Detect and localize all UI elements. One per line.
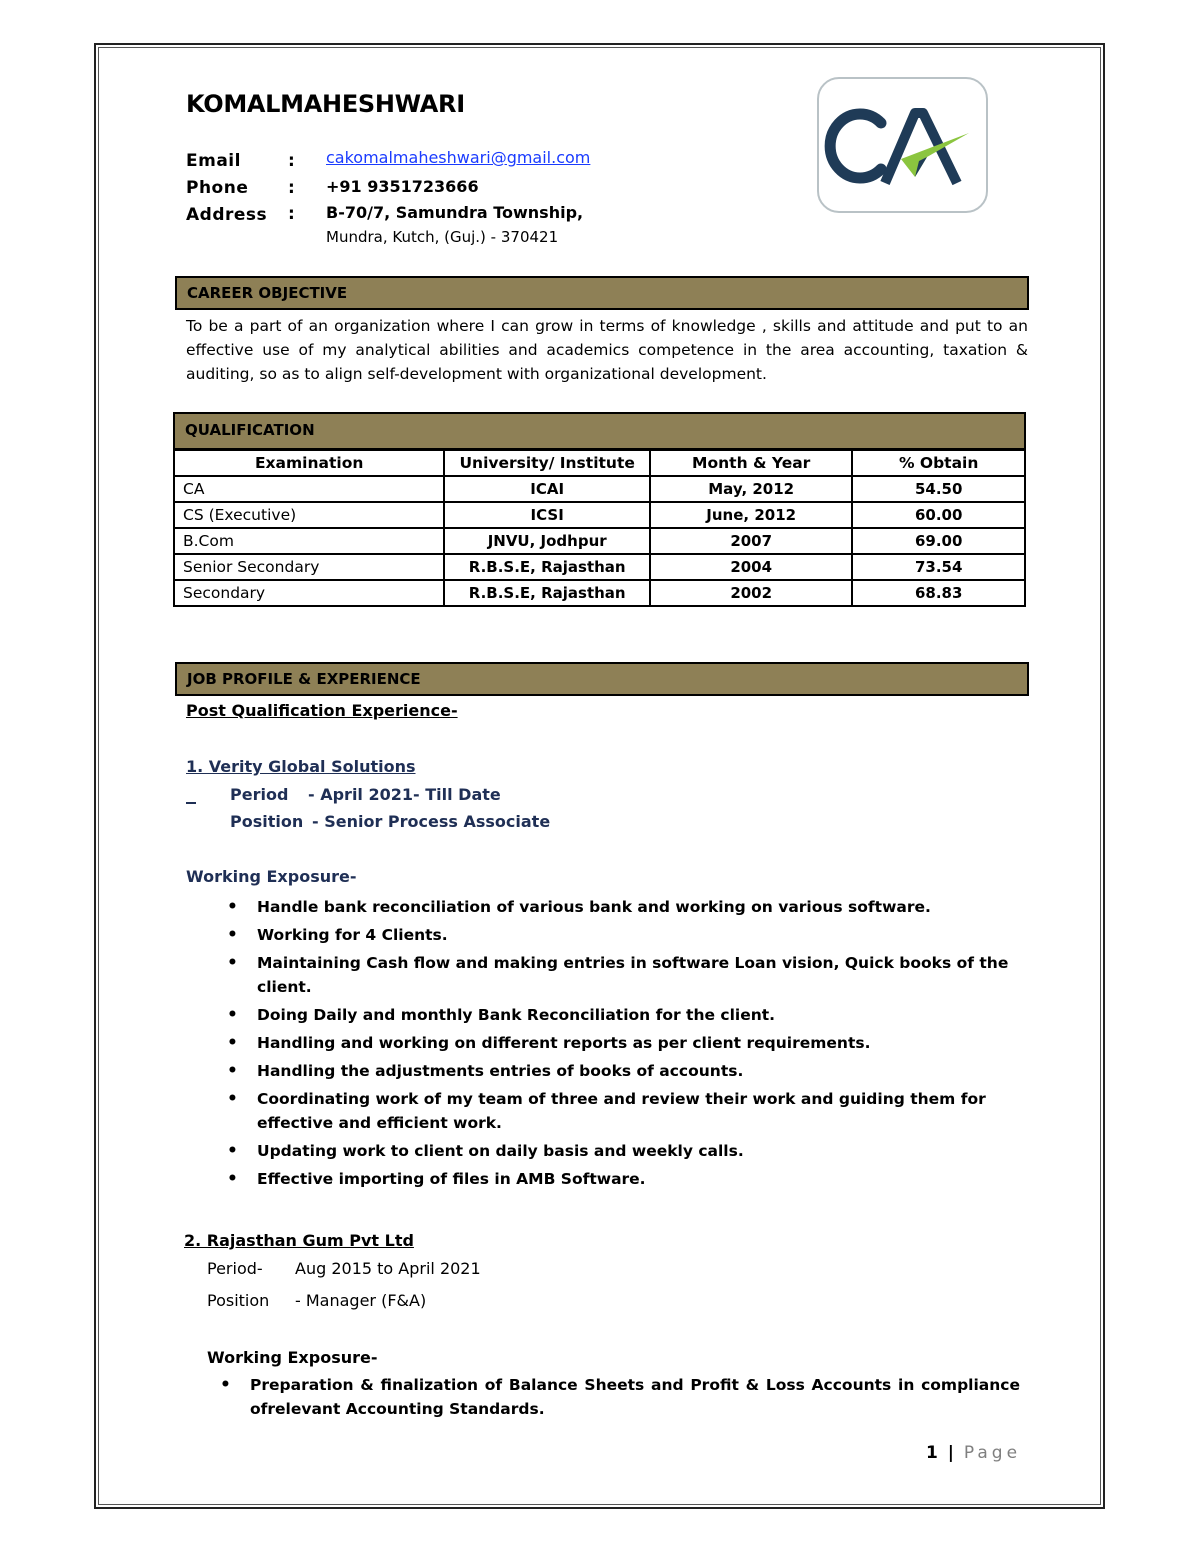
phone-colon: :	[288, 178, 295, 198]
list-item: • Handle bank reconciliation of various bank and working on various software.	[257, 895, 1047, 919]
email-link[interactable]: cakomalmaheshwari@gmail.com	[326, 148, 591, 167]
job-profile-heading: JOB PROFILE & EXPERIENCE	[175, 662, 1029, 696]
percent-cell: 68.83	[852, 580, 1025, 606]
job2-period-value: Aug 2015 to April 2021	[295, 1259, 481, 1278]
job1-exposure-title: Working Exposure-	[186, 867, 357, 886]
post-qualification-subtitle: Post Qualification Experience-	[186, 701, 458, 720]
institute-cell: JNVU, Jodhpur	[444, 528, 650, 554]
job2-company: 2. Rajasthan Gum Pvt Ltd	[184, 1231, 414, 1250]
table-row	[174, 476, 1025, 502]
qualification-table	[173, 449, 1026, 607]
list-item: • Maintaining Cash flow and making entries in software Loan vision, Quick books of the client.	[257, 951, 1047, 999]
exam-cell: Secondary	[174, 580, 444, 606]
institute-cell: ICAI	[444, 476, 650, 502]
table-row	[174, 554, 1025, 580]
percent-cell: 69.00	[852, 528, 1025, 554]
exam-cell: B.Com	[174, 528, 444, 554]
job1-exposure-list	[257, 895, 1047, 1191]
table-row	[174, 528, 1025, 554]
ca-logo-icon	[819, 79, 986, 211]
col-university: University/ Institute	[444, 450, 650, 476]
job2-period-label: Period-	[207, 1259, 263, 1278]
date-cell: 2007	[650, 528, 852, 554]
address-label: Address	[186, 205, 268, 225]
address-line1: B-70/7, Samundra Township,	[326, 203, 584, 222]
date-cell: 2002	[650, 580, 852, 606]
career-objective-heading: CAREER OBJECTIVE	[175, 276, 1029, 310]
exam-cell: CA	[174, 476, 444, 502]
job1-position-label: Position	[230, 812, 304, 831]
phone-value: +91 9351723666	[326, 177, 479, 196]
job2-exposure-title: Working Exposure-	[207, 1348, 378, 1367]
job1-position-value: - Senior Process Associate	[312, 812, 551, 831]
institute-cell: ICSI	[444, 502, 650, 528]
job1-period-value: - April 2021- Till Date	[308, 785, 501, 804]
ca-logo	[817, 77, 988, 213]
institute-cell: R.B.S.E, Rajasthan	[444, 554, 650, 580]
page-label: Page	[963, 1443, 1022, 1463]
email-value	[326, 148, 590, 167]
job2-exposure-list	[250, 1373, 1020, 1421]
exam-cell: CS (Executive)	[174, 502, 444, 528]
page-number: 1	[926, 1443, 940, 1463]
email-colon: :	[288, 151, 295, 171]
date-cell: June, 2012	[650, 502, 852, 528]
page-footer	[926, 1443, 1021, 1463]
list-item: • Coordinating work of my team of three and review their work and guiding them for effective and efficient work.	[257, 1087, 1047, 1135]
percent-cell: 54.50	[852, 476, 1025, 502]
institute-cell: R.B.S.E, Rajasthan	[444, 580, 650, 606]
list-item: • Handling and working on different reports as per client requirements.	[257, 1031, 1047, 1055]
percent-cell: 73.54	[852, 554, 1025, 580]
list-item: • Effective importing of files in AMB Software.	[257, 1167, 1047, 1191]
career-objective-text: To be a part of an organization where I can grow in terms of knowledge , skills and attitude and put to an effective use of my analytical abilities and academics competence in the area accounting, taxation & auditing, so as to align self-development with organizational development.	[186, 317, 1028, 383]
percent-cell: 60.00	[852, 502, 1025, 528]
list-item: • Preparation & finalization of Balance Sheets and Profit & Loss Accounts in compliance ofrelevant Accounting Standards.	[250, 1373, 1020, 1421]
date-cell: 2004	[650, 554, 852, 580]
job2-position-value: - Manager (F&A)	[295, 1291, 427, 1310]
qualification-heading: QUALIFICATION	[173, 412, 1026, 450]
list-item: • Handling the adjustments entries of books of accounts.	[257, 1059, 1047, 1083]
list-item: • Updating work to client on daily basis and weekly calls.	[257, 1139, 1047, 1163]
table-row	[174, 502, 1025, 528]
date-cell: May, 2012	[650, 476, 852, 502]
job1-company: 1. Verity Global Solutions	[186, 757, 416, 776]
address-line2: Mundra, Kutch, (Guj.) - 370421	[326, 228, 559, 246]
footer-separator: |	[947, 1443, 956, 1463]
address-colon: :	[288, 204, 295, 224]
job1-period-label: Period	[230, 785, 289, 804]
table-header-row	[174, 450, 1025, 476]
exam-cell: Senior Secondary	[174, 554, 444, 580]
candidate-name: KOMALMAHESHWARI	[186, 90, 465, 118]
col-examination: Examination	[174, 450, 444, 476]
list-item: • Doing Daily and monthly Bank Reconciliation for the client.	[257, 1003, 1047, 1027]
list-item: • Working for 4 Clients.	[257, 923, 1047, 947]
stray-dash	[186, 802, 196, 804]
col-month-year: Month & Year	[650, 450, 852, 476]
job2-position-label: Position	[207, 1291, 270, 1310]
page-border-inner	[98, 47, 1101, 1505]
table-row	[174, 580, 1025, 606]
email-label: Email	[186, 151, 241, 171]
col-percent: % Obtain	[852, 450, 1025, 476]
phone-label: Phone	[186, 178, 249, 198]
